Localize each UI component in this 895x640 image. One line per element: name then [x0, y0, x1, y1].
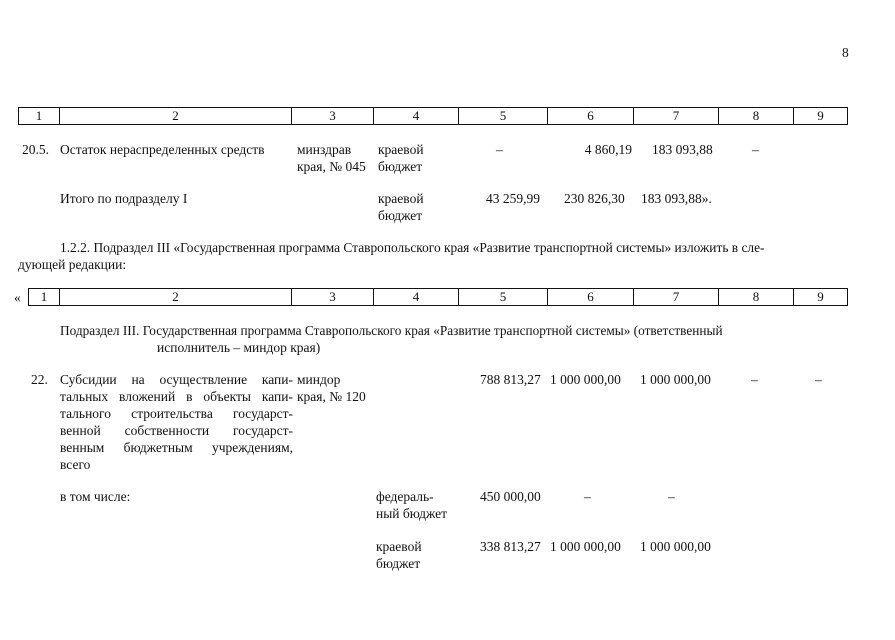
page-number: 8: [842, 45, 849, 60]
row-name: [60, 371, 293, 473]
subsection-heading-line2: исполнитель – миндор края): [157, 340, 321, 355]
value-col5: 450 000,00: [480, 489, 541, 504]
column-header-9: 9: [793, 107, 848, 125]
value-col8: –: [751, 372, 758, 387]
responsible-executor: миндор края, № 120: [297, 372, 366, 404]
amendment-paragraph-line2: дующей редакции:: [18, 257, 127, 272]
funding-source: краевой бюджет: [376, 539, 422, 571]
column-header-row: [18, 107, 847, 124]
column-header-row: [18, 288, 847, 305]
column-header-7: 7: [633, 107, 718, 125]
column-header-3: 3: [291, 288, 373, 306]
total-label: Итого по подразделу I: [60, 191, 188, 206]
column-header-1: 1: [28, 288, 59, 306]
value-col7: 1 000 000,00: [640, 539, 711, 554]
column-header-3: 3: [291, 107, 373, 125]
value-col5: –: [496, 142, 503, 157]
value-col9: –: [815, 372, 822, 387]
value-col6: 1 000 000,00: [550, 539, 621, 554]
row-name-line: венным бюджетным учреждениям,: [60, 440, 293, 455]
value-col6: –: [584, 489, 591, 504]
value-col6: 4 860,19: [584, 142, 632, 157]
row-name-line: всего: [60, 457, 91, 472]
amendment-paragraph-line1: 1.2.2. Подраздел III «Государственная программа Ставропольского края «Развитие транспортной системы» изложить в сле-: [60, 240, 765, 255]
column-header-7: 7: [633, 288, 718, 306]
row-name-line: Субсидии на осуществление капи-: [60, 372, 293, 387]
row-name-line: тальных вложений в объекты капи-: [60, 389, 293, 404]
subsection-heading-line1: Подраздел III. Государственная программа Ставропольского края «Развитие транспортной системы» (ответственный: [60, 323, 723, 338]
row-number: 22.: [31, 372, 48, 387]
column-header-5: 5: [458, 288, 547, 306]
column-header-4: 4: [373, 107, 458, 125]
row-name-line: венной собственности государст-: [60, 423, 293, 438]
value-col8: –: [752, 142, 759, 157]
column-header-8: 8: [718, 288, 793, 306]
including-label: в том числе:: [60, 489, 131, 504]
column-header-6: 6: [547, 288, 633, 306]
funding-source: краевой бюджет: [378, 142, 424, 174]
row-name-line: тального строительства государст-: [60, 406, 293, 421]
value-col5: 338 813,27: [480, 539, 541, 554]
value-col6: 1 000 000,00: [550, 372, 621, 387]
funding-source: краевой бюджет: [378, 191, 424, 223]
column-header-2: 2: [59, 107, 291, 125]
value-col7: 183 093,88».: [641, 191, 712, 206]
value-col5: 43 259,99: [486, 191, 540, 206]
opening-quote: «: [14, 290, 21, 305]
column-header-1: 1: [18, 107, 59, 125]
row-name: Остаток нераспределенных средств: [60, 142, 265, 157]
column-header-2: 2: [59, 288, 291, 306]
value-col7: –: [668, 489, 675, 504]
column-header-6: 6: [547, 107, 633, 125]
column-header-4: 4: [373, 288, 458, 306]
value-col7: 1 000 000,00: [640, 372, 711, 387]
column-header-9: 9: [793, 288, 848, 306]
value-col6: 230 826,30: [564, 191, 625, 206]
funding-source: федераль- ный бюджет: [376, 489, 448, 521]
value-col7: 183 093,88: [652, 142, 713, 157]
value-col5: 788 813,27: [480, 372, 541, 387]
row-number: 20.5.: [22, 142, 49, 157]
responsible-executor: минздрав края, № 045: [297, 142, 366, 174]
column-header-8: 8: [718, 107, 793, 125]
column-header-5: 5: [458, 107, 547, 125]
